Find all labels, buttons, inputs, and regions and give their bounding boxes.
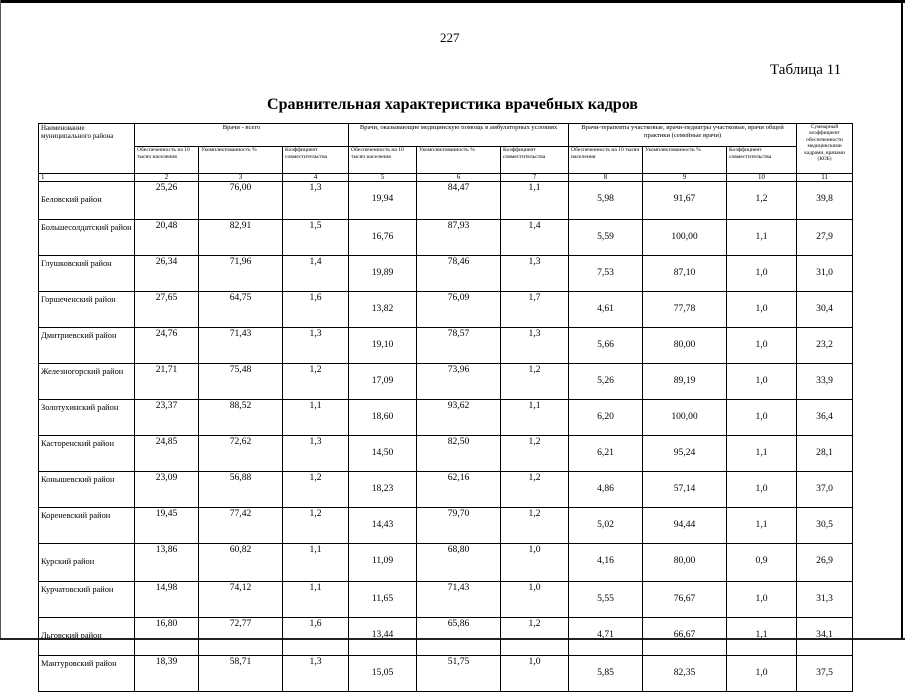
- all-combination-cell: 1,3: [283, 656, 349, 692]
- outpatient-staffing-cell: 51,75: [417, 656, 501, 692]
- table-row: [39, 292, 853, 328]
- therapist-provision-cell: 5,85: [569, 656, 643, 692]
- all-combination-cell: 1,2: [283, 508, 349, 544]
- therapist-provision-cell: 6,20: [569, 400, 643, 436]
- therapist-combination-cell: 1,0: [727, 328, 797, 364]
- all-combination-cell: 1,3: [283, 328, 349, 364]
- district-name-cell: Горшеченский район: [39, 292, 135, 328]
- column-number: 4: [283, 174, 349, 182]
- outpatient-staffing-cell: 78,46: [417, 256, 501, 292]
- therapist-provision-cell: 5,59: [569, 220, 643, 256]
- outpatient-staffing-cell: 87,93: [417, 220, 501, 256]
- group-header-district-therapists: Врачи-терапевты участковые, врачи-педиатры участковые, врачи общей практики (семейные врачи): [569, 124, 797, 147]
- all-combination-cell: 1,6: [283, 618, 349, 656]
- header-row-sub: [39, 147, 853, 174]
- sub-header-staffing: Укомплектованность %: [643, 147, 727, 174]
- outpatient-combination-cell: 1,4: [501, 220, 569, 256]
- all-staffing-cell: 56,88: [199, 472, 283, 508]
- all-staffing-cell: 72,77: [199, 618, 283, 656]
- outpatient-provision-cell: 11,09: [349, 544, 417, 582]
- outpatient-provision-cell: 19,89: [349, 256, 417, 292]
- district-name-cell: Железногорский район: [39, 364, 135, 400]
- all-staffing-cell: 77,42: [199, 508, 283, 544]
- district-name-cell: Большесолдатский район: [39, 220, 135, 256]
- all-provision-cell: 14,98: [135, 582, 199, 618]
- outpatient-provision-cell: 17,09: [349, 364, 417, 400]
- all-staffing-cell: 76,00: [199, 182, 283, 220]
- outpatient-provision-cell: 13,44: [349, 618, 417, 656]
- all-staffing-cell: 88,52: [199, 400, 283, 436]
- summary-kob-cell: 23,2: [797, 328, 853, 364]
- outpatient-provision-cell: 19,10: [349, 328, 417, 364]
- outpatient-combination-cell: 1,2: [501, 472, 569, 508]
- all-provision-cell: 20,48: [135, 220, 199, 256]
- table-row: [39, 364, 853, 400]
- district-name-cell: Курский район: [39, 544, 135, 582]
- table-row: [39, 436, 853, 472]
- table-row: [39, 220, 853, 256]
- therapist-combination-cell: 1,0: [727, 400, 797, 436]
- district-column-header: Наименование муниципального района: [39, 124, 135, 174]
- outpatient-combination-cell: 1,0: [501, 544, 569, 582]
- outpatient-staffing-cell: 78,57: [417, 328, 501, 364]
- all-staffing-cell: 58,71: [199, 656, 283, 692]
- all-provision-cell: 18,39: [135, 656, 199, 692]
- outpatient-combination-cell: 1,1: [501, 400, 569, 436]
- therapist-staffing-cell: 66,67: [643, 618, 727, 656]
- sub-header-provision: Обеспеченность на 10 тысяч населения: [135, 147, 199, 174]
- therapist-combination-cell: 1,1: [727, 618, 797, 656]
- therapist-combination-cell: 1,0: [727, 256, 797, 292]
- all-provision-cell: 23,37: [135, 400, 199, 436]
- summary-kob-cell: 26,9: [797, 544, 853, 582]
- district-name-cell: Глушковский район: [39, 256, 135, 292]
- therapist-provision-cell: 4,61: [569, 292, 643, 328]
- therapist-provision-cell: 7,53: [569, 256, 643, 292]
- therapist-staffing-cell: 94,44: [643, 508, 727, 544]
- outpatient-combination-cell: 1,2: [501, 364, 569, 400]
- all-provision-cell: 13,86: [135, 544, 199, 582]
- column-number: 6: [417, 174, 501, 182]
- all-staffing-cell: 72,62: [199, 436, 283, 472]
- district-name-cell: Льговский район: [39, 618, 135, 656]
- outpatient-provision-cell: 14,43: [349, 508, 417, 544]
- therapist-provision-cell: 4,86: [569, 472, 643, 508]
- therapist-provision-cell: 5,02: [569, 508, 643, 544]
- outpatient-staffing-cell: 82,50: [417, 436, 501, 472]
- sub-header-provision: Обеспеченность на 10 тысяч населения: [349, 147, 417, 174]
- district-name-cell: Кореневский район: [39, 508, 135, 544]
- outpatient-combination-cell: 1,0: [501, 656, 569, 692]
- summary-kob-cell: 34,1: [797, 618, 853, 656]
- therapist-combination-cell: 1,0: [727, 472, 797, 508]
- all-combination-cell: 1,1: [283, 544, 349, 582]
- therapist-staffing-cell: 57,14: [643, 472, 727, 508]
- column-number: 5: [349, 174, 417, 182]
- outpatient-combination-cell: 1,2: [501, 508, 569, 544]
- all-combination-cell: 1,3: [283, 436, 349, 472]
- outpatient-staffing-cell: 93,62: [417, 400, 501, 436]
- table-row: [39, 656, 853, 692]
- sub-header-staffing: Укомплектованность %: [417, 147, 501, 174]
- outpatient-combination-cell: 1,0: [501, 582, 569, 618]
- page-number: 227: [440, 30, 460, 45]
- summary-kob-cell: 33,9: [797, 364, 853, 400]
- sub-header-combination: Коэффициент совместительства: [283, 147, 349, 174]
- summary-kob-cell: 31,3: [797, 582, 853, 618]
- table-row: [39, 582, 853, 618]
- outpatient-staffing-cell: 76,09: [417, 292, 501, 328]
- outpatient-provision-cell: 14,50: [349, 436, 417, 472]
- sub-header-combination: Коэффициент совместительства: [501, 147, 569, 174]
- therapist-combination-cell: 1,1: [727, 436, 797, 472]
- district-name-cell: Беловский район: [39, 182, 135, 220]
- therapist-staffing-cell: 100,00: [643, 400, 727, 436]
- group-header-outpatient: Врачи, оказывающие медицинскую помощь в амбулаторных условиях: [349, 124, 569, 147]
- therapist-provision-cell: 5,98: [569, 182, 643, 220]
- all-staffing-cell: 60,82: [199, 544, 283, 582]
- all-staffing-cell: 74,12: [199, 582, 283, 618]
- outpatient-provision-cell: 13,82: [349, 292, 417, 328]
- outpatient-combination-cell: 1,3: [501, 256, 569, 292]
- outpatient-staffing-cell: 62,16: [417, 472, 501, 508]
- therapist-provision-cell: 6,21: [569, 436, 643, 472]
- all-provision-cell: 27,65: [135, 292, 199, 328]
- column-number: 7: [501, 174, 569, 182]
- outpatient-staffing-cell: 84,47: [417, 182, 501, 220]
- all-combination-cell: 1,4: [283, 256, 349, 292]
- all-staffing-cell: 75,48: [199, 364, 283, 400]
- sub-header-combination: Коэффициент совместительства: [727, 147, 797, 174]
- outpatient-combination-cell: 1,2: [501, 436, 569, 472]
- therapist-combination-cell: 0,9: [727, 544, 797, 582]
- all-provision-cell: 25,26: [135, 182, 199, 220]
- column-number: 3: [199, 174, 283, 182]
- therapist-provision-cell: 5,26: [569, 364, 643, 400]
- all-provision-cell: 16,80: [135, 618, 199, 656]
- all-combination-cell: 1,1: [283, 400, 349, 436]
- all-provision-cell: 24,76: [135, 328, 199, 364]
- therapist-combination-cell: 1,1: [727, 508, 797, 544]
- therapist-staffing-cell: 95,24: [643, 436, 727, 472]
- table-caption: Таблица 11: [770, 62, 842, 78]
- district-name-cell: Конышевский район: [39, 472, 135, 508]
- page-edge-top: [0, 0, 905, 3]
- therapist-staffing-cell: 77,78: [643, 292, 727, 328]
- table-row: [39, 618, 853, 656]
- all-combination-cell: 1,1: [283, 582, 349, 618]
- therapist-staffing-cell: 91,67: [643, 182, 727, 220]
- all-combination-cell: 1,3: [283, 182, 349, 220]
- therapist-staffing-cell: 80,00: [643, 544, 727, 582]
- outpatient-staffing-cell: 79,70: [417, 508, 501, 544]
- table-row: [39, 544, 853, 582]
- summary-kob-cell: 39,8: [797, 182, 853, 220]
- therapist-combination-cell: 1,0: [727, 292, 797, 328]
- therapist-combination-cell: 1,0: [727, 364, 797, 400]
- summary-kob-cell: 27,9: [797, 220, 853, 256]
- therapist-combination-cell: 1,0: [727, 582, 797, 618]
- summary-column-header: Суммарный коэффициент обеспеченности медицинскими кадрами, врачами (КОБ): [797, 124, 853, 174]
- column-number: 10: [727, 174, 797, 182]
- summary-kob-cell: 37,0: [797, 472, 853, 508]
- table-row: [39, 400, 853, 436]
- therapist-staffing-cell: 76,67: [643, 582, 727, 618]
- all-provision-cell: 24,85: [135, 436, 199, 472]
- summary-kob-cell: 31,0: [797, 256, 853, 292]
- table-row: [39, 328, 853, 364]
- summary-kob-cell: 30,4: [797, 292, 853, 328]
- district-name-cell: Дмитриевский район: [39, 328, 135, 364]
- district-name-cell: Касторенский район: [39, 436, 135, 472]
- header-row-main: [39, 124, 853, 147]
- therapist-staffing-cell: 82,35: [643, 656, 727, 692]
- summary-kob-cell: 28,1: [797, 436, 853, 472]
- column-number: 2: [135, 174, 199, 182]
- therapist-staffing-cell: 87,10: [643, 256, 727, 292]
- staff-comparison-table: [38, 123, 853, 692]
- summary-kob-cell: 30,5: [797, 508, 853, 544]
- column-number: 9: [643, 174, 727, 182]
- outpatient-combination-cell: 1,1: [501, 182, 569, 220]
- district-name-cell: Курчатовский район: [39, 582, 135, 618]
- all-staffing-cell: 64,75: [199, 292, 283, 328]
- outpatient-combination-cell: 1,7: [501, 292, 569, 328]
- column-number: 11: [797, 174, 853, 182]
- summary-kob-cell: 36,4: [797, 400, 853, 436]
- outpatient-provision-cell: 19,94: [349, 182, 417, 220]
- therapist-combination-cell: 1,2: [727, 182, 797, 220]
- all-combination-cell: 1,6: [283, 292, 349, 328]
- sub-header-staffing: Укомплектованность %: [199, 147, 283, 174]
- all-provision-cell: 23,09: [135, 472, 199, 508]
- outpatient-combination-cell: 1,2: [501, 618, 569, 656]
- group-header-all-doctors: Врачи - всего: [135, 124, 349, 147]
- all-staffing-cell: 71,96: [199, 256, 283, 292]
- outpatient-provision-cell: 18,23: [349, 472, 417, 508]
- therapist-combination-cell: 1,1: [727, 220, 797, 256]
- therapist-staffing-cell: 100,00: [643, 220, 727, 256]
- table-row: [39, 256, 853, 292]
- therapist-staffing-cell: 80,00: [643, 328, 727, 364]
- all-provision-cell: 21,71: [135, 364, 199, 400]
- outpatient-provision-cell: 11,65: [349, 582, 417, 618]
- district-name-cell: Мантуровский район: [39, 656, 135, 692]
- outpatient-combination-cell: 1,3: [501, 328, 569, 364]
- therapist-combination-cell: 1,0: [727, 656, 797, 692]
- therapist-provision-cell: 5,66: [569, 328, 643, 364]
- district-name-cell: Золотухинский район: [39, 400, 135, 436]
- outpatient-provision-cell: 18,60: [349, 400, 417, 436]
- all-combination-cell: 1,2: [283, 472, 349, 508]
- outpatient-staffing-cell: 73,96: [417, 364, 501, 400]
- document-title: Сравнительная характеристика врачебных кадров: [267, 96, 638, 113]
- sub-header-provision: Обеспеченность на 10 тысяч населения: [569, 147, 643, 174]
- column-number: 8: [569, 174, 643, 182]
- summary-kob-cell: 37,5: [797, 656, 853, 692]
- outpatient-provision-cell: 15,05: [349, 656, 417, 692]
- outpatient-provision-cell: 16,76: [349, 220, 417, 256]
- all-provision-cell: 19,45: [135, 508, 199, 544]
- all-combination-cell: 1,2: [283, 364, 349, 400]
- table-row: [39, 182, 853, 220]
- therapist-provision-cell: 4,16: [569, 544, 643, 582]
- table-row: [39, 472, 853, 508]
- all-provision-cell: 26,34: [135, 256, 199, 292]
- outpatient-staffing-cell: 71,43: [417, 582, 501, 618]
- outpatient-staffing-cell: 68,80: [417, 544, 501, 582]
- outpatient-staffing-cell: 65,86: [417, 618, 501, 656]
- therapist-provision-cell: 4,71: [569, 618, 643, 656]
- all-staffing-cell: 82,91: [199, 220, 283, 256]
- therapist-provision-cell: 5,55: [569, 582, 643, 618]
- all-staffing-cell: 71,43: [199, 328, 283, 364]
- column-number-row: [39, 174, 853, 182]
- column-number: 1: [39, 174, 135, 182]
- therapist-staffing-cell: 89,19: [643, 364, 727, 400]
- all-combination-cell: 1,5: [283, 220, 349, 256]
- table-row: [39, 508, 853, 544]
